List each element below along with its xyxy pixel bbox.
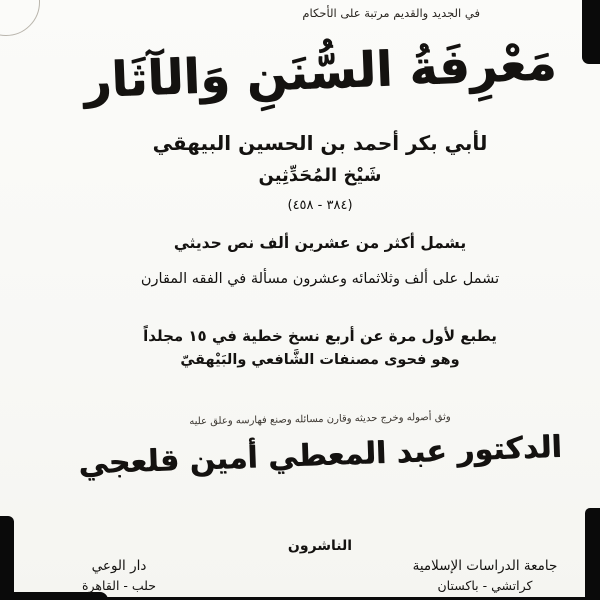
author-epithet: شَيْخ المُحَدِّثِين — [258, 165, 382, 186]
book-title-calligraphy: مَعْرِفَةُ السُّنَنِ وَالآثَار — [82, 34, 558, 110]
publisher-islamic-studies-university-name: جامعة الدراسات الإسلامية — [412, 558, 558, 574]
scan-artifact-bottom-right-edge — [585, 508, 600, 600]
fiqh-issues-line: تشمل على ألف وثلاثمائه وعشرون مسألة في الفقه المقارن — [140, 271, 500, 287]
publisher-dar-alwai-block — [28, 556, 210, 596]
publisher-islamic-studies-university-block — [384, 556, 586, 596]
print-note-line2: وهو فحوى مصنفات الشَّافعي والبَيْهقيّ — [180, 352, 460, 368]
hadith-count-line: يشمل أكثر من عشرين ألف نص حديثي — [173, 234, 467, 252]
author-name: لأبي بكر أحمد بن الحسين البيهقي — [152, 131, 488, 155]
publishers-heading: الناشرون — [287, 538, 353, 554]
author-dates-hijri: (٣٨٤ - ٤٥٨) — [287, 198, 353, 213]
editor-name-calligraphy: الدكتور عبد المعطي أمين قلعجي — [77, 429, 563, 482]
publisher-karachi-pakistan-location: كراتشي - باكستان — [437, 578, 533, 593]
scan-artifact-page-curl — [0, 0, 40, 36]
scan-artifact-bottom-left-edge — [0, 516, 14, 600]
series-note: في الجديد والقديم مرتبة على الأحكام — [302, 6, 480, 20]
editor-credit-line: وثق أصوله وخرج حديثه وقارن مسائله وصنع فهارسه وعلق عليه — [189, 411, 451, 428]
print-note-line1: يطبع لأول مرة عن أربع نسخ خطية في ١٥ مجلداً — [143, 327, 497, 345]
publisher-dar-alwai-name: دار الوعي — [91, 558, 147, 574]
publisher-aleppo-cairo-location: حلب - القاهرة — [81, 578, 157, 593]
